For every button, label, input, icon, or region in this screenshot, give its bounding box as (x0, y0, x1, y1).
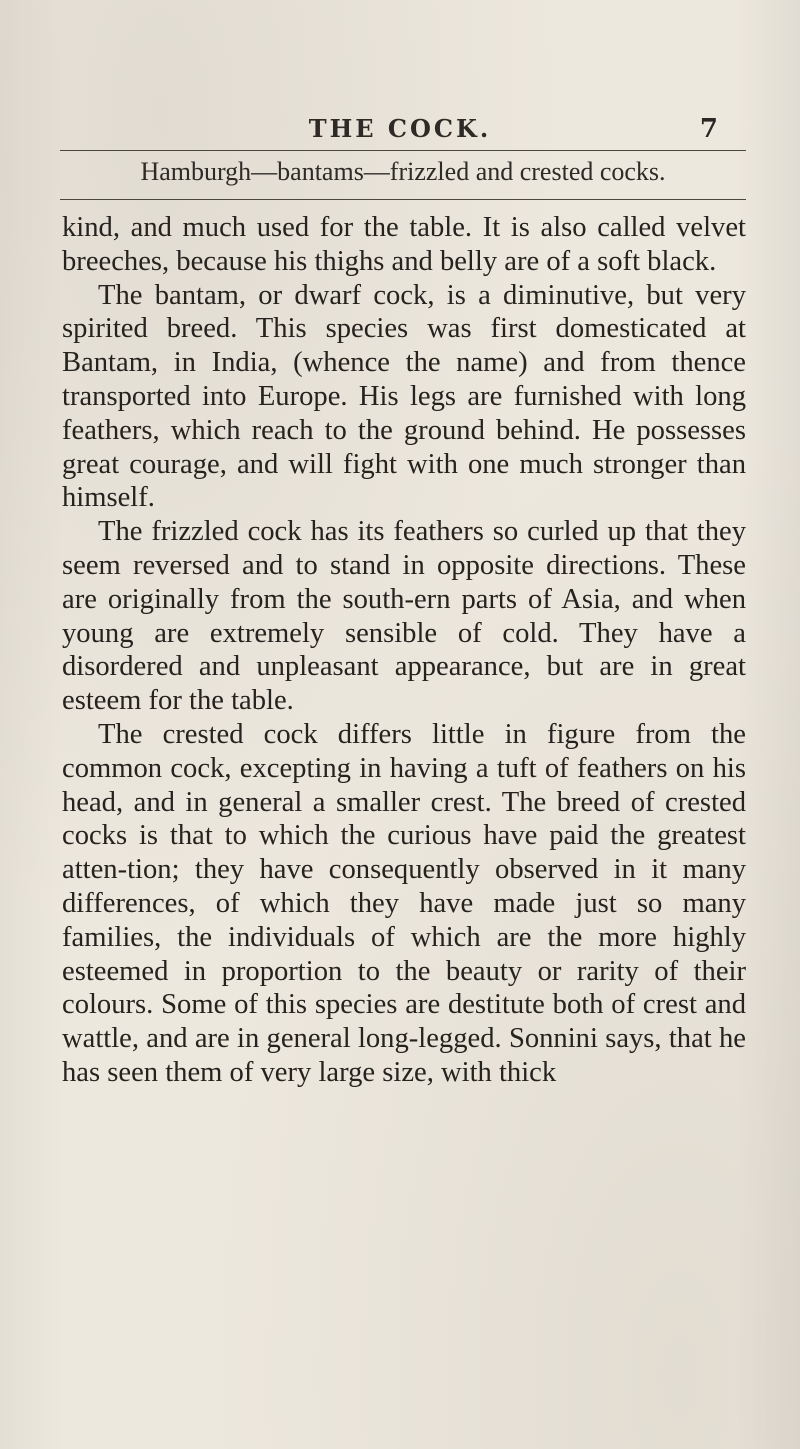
page-number: 7 (699, 114, 718, 144)
paragraph-continuation: kind, and much used for the table. It is also called velvet breeches, because his thighs and belly are of a soft black. (62, 212, 746, 277)
paragraph-bantam: The bantam, or dwarf cock, is a diminutive, but very spirited breed. This species was first domesticated at Bantam, in India, (whence the name) and from thence transported into Europe. His legs are furnished with long feathers, which reach to the ground behind. He possesses great courage, and will fight with one much stronger than himself. (62, 279, 746, 514)
body-text (62, 211, 746, 1090)
header-rule-bottom (60, 199, 746, 200)
running-head (60, 114, 740, 154)
header-rule-top (60, 150, 746, 151)
running-title: THE COCK. (308, 114, 492, 143)
paragraph-frizzled-cock: The frizzled cock has its feathers so curled up that they seem reversed and to stand in opposite directions. These are originally from the south-ern parts of Asia, and when young are extremely sensible of cold. They have a disordered and unpleasant appearance, but are in great esteem for the table. (62, 516, 746, 717)
paragraph-crested-cock: The crested cock differs little in figure from the common cock, excepting in having a tuft of feathers on his head, and in general a smaller crest. The breed of crested cocks is that to which the curious have paid the greatest atten-tion; they have consequently observed in it many differences, of which they have made just so many families, the individuals of which are the more highly esteemed in proportion to the beauty or rarity of their colours. Some of this species are destitute both of crest and wattle, and are in general long-legged. Sonnini says, that he has seen them of very large size, with thick (62, 718, 746, 1088)
section-subhead: Hamburgh—bantams—frizzled and crested cocks. (140, 157, 666, 186)
